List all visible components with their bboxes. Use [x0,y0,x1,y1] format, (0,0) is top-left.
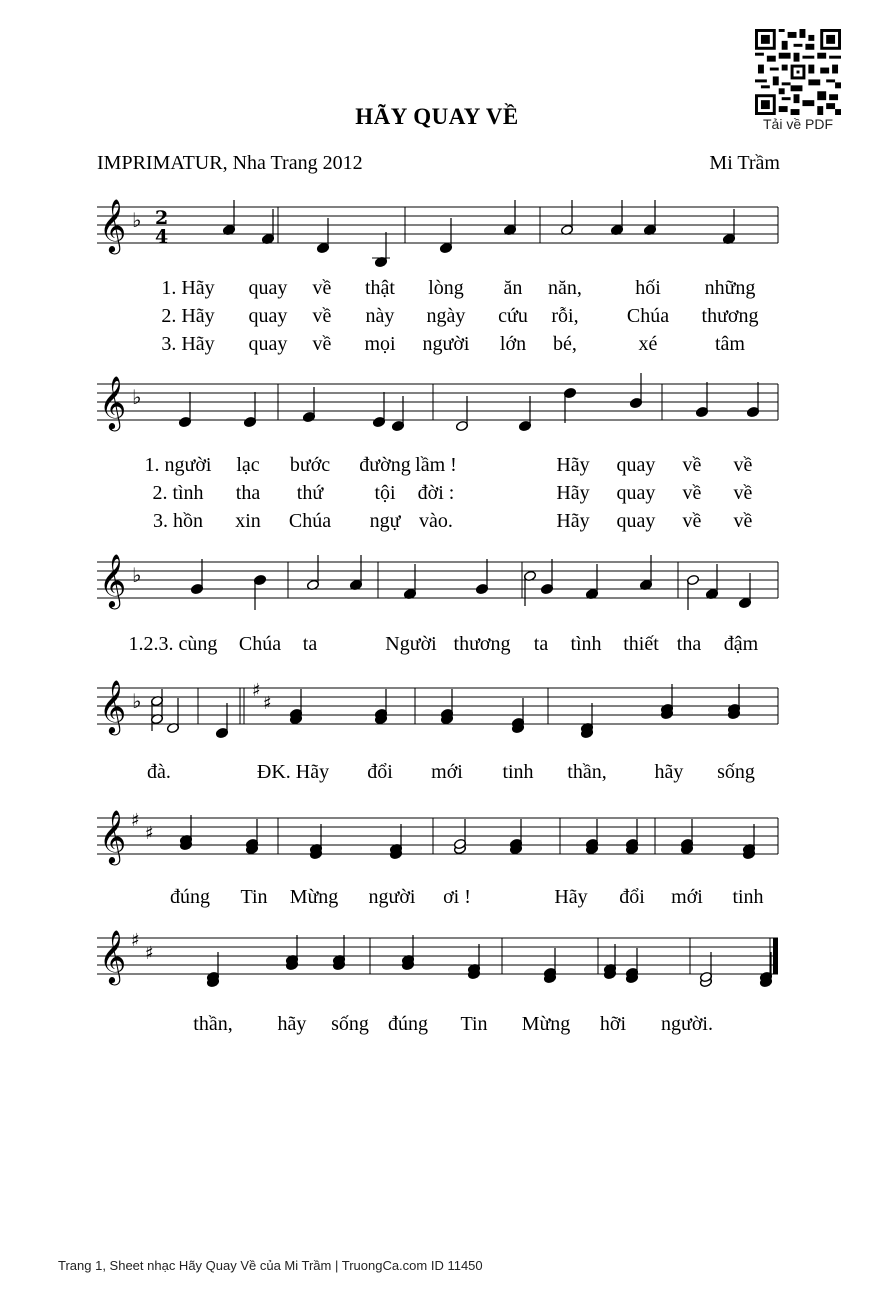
lyric-syllable: Mừng [289,886,339,908]
lyric-syllable: đổi [367,761,393,783]
sharp-sign-icon: ♯ [145,823,154,844]
lyric-syllable: thứ [296,482,324,504]
lyric-syllable: về [733,482,753,504]
lyric-syllable: tình [570,633,602,655]
lyric-syllable: về [682,510,702,532]
lyric-syllable: những [704,277,756,299]
lyric-syllable: về [682,482,702,504]
lyric-line [0,482,874,508]
lyric-syllable: hãy [654,761,684,783]
svg-text:♯: ♯ [263,693,272,714]
lyric-syllable: tha [235,482,261,504]
time-signature-top: 2 [155,207,169,229]
lyric-syllable: thần, [193,1013,233,1035]
lyric-syllable: mới [671,886,703,908]
lyric-syllable: về [682,454,702,476]
lyric-syllable: Hãy [554,886,588,908]
lyric-syllable: hỡi [599,1013,627,1035]
time-signature-bottom: 4 [155,226,169,248]
lyric-syllable: đà. [147,761,171,783]
treble-clef-icon: 𝄞 [99,679,127,733]
lyric-syllable: sống [331,1013,369,1035]
lyric-syllable: quay [248,333,288,355]
lyric-syllable: thật [365,277,395,299]
lyric-syllable: Hãy [556,510,590,532]
lyric-syllable: về [312,277,332,299]
lyric-syllable: tâm [715,333,745,355]
flat-sign-icon: ♭ [132,385,142,409]
lyric-syllable: 3. hồn [153,510,203,532]
lyric-syllable: quay [616,482,656,504]
lyric-line [0,277,874,303]
lyric-syllable: ơi ! [443,886,471,908]
treble-clef-icon: 𝄞 [99,929,127,983]
lyric-syllable: đời : [417,482,455,504]
lyric-syllable: quay [616,454,656,476]
lyric-syllable: tha [676,633,702,655]
lyric-syllable: Chúa [288,510,332,532]
sharp-sign-icon: ♯ [131,810,140,831]
lyric-syllable: lầm ! [415,454,457,476]
lyric-syllable: về [312,305,332,327]
lyric-syllable: 2. Hãy [161,305,215,327]
lyric-syllable: người [368,886,416,908]
lyric-line [0,305,874,331]
lyric-syllable: Tin [460,1013,488,1035]
treble-clef-icon: 𝄞 [99,809,127,863]
lyric-syllable: về [733,510,753,532]
lyric-syllable: mọi [364,333,396,355]
lyric-syllable: về [312,333,332,355]
staff-system [0,354,874,454]
qr-code-icon [755,28,841,116]
staff-system [0,177,874,277]
lyric-syllable: rỗi, [551,305,579,327]
lyric-syllable: ăn [503,277,523,299]
lyric-syllable: người. [661,1013,713,1035]
lyric-line [0,1013,874,1039]
lyric-syllable: thương [701,305,759,327]
lyric-syllable: về [733,454,753,476]
lyric-syllable: quay [248,277,288,299]
lyric-syllable: đường [359,454,411,476]
lyric-syllable: tinh [502,761,534,783]
lyric-syllable: quay [248,305,288,327]
staff-system [0,658,874,758]
lyric-syllable: ta [533,633,549,655]
lyric-syllable: tội [374,482,396,504]
lyric-syllable: ngày [426,305,466,327]
lyric-syllable: xé [638,333,658,355]
lyric-syllable: thương [453,633,511,655]
lyric-syllable: đậm [723,633,759,655]
lyric-syllable: hãy [277,1013,307,1035]
treble-clef-icon: 𝄞 [99,553,127,607]
lyric-syllable: Người [385,633,437,655]
lyric-syllable: 1.2.3. cùng [128,633,218,655]
composer-name: Mi Trầm [709,152,780,174]
lyric-syllable: 1. Hãy [161,277,215,299]
qr-code[interactable] [755,28,841,116]
lyric-syllable: 1. người [144,454,212,476]
song-title: HÃY QUAY VỀ [355,104,519,129]
lyric-syllable: hối [635,277,661,299]
sharp-sign-icon: ♯ [131,930,140,951]
lyric-syllable: đúng [170,886,210,908]
lyric-syllable: vào. [419,510,453,532]
lyric-syllable: này [365,305,395,327]
lyric-syllable: 2. tình [152,482,204,504]
lyric-line [0,761,874,787]
treble-clef-icon: 𝄞 [99,198,127,252]
staff-system [0,532,874,632]
lyric-syllable: thần, [567,761,607,783]
staff-system [0,788,874,888]
lyric-syllable: tinh [732,886,764,908]
lyric-syllable: Hãy [556,454,590,476]
lyric-syllable: Chúa [238,633,282,655]
lyric-syllable: lạc [236,454,260,476]
lyric-line [0,633,874,659]
lyric-syllable: xin [235,510,261,532]
lyric-syllable: Tin [240,886,268,908]
svg-text:♯: ♯ [252,680,261,701]
lyric-syllable: người [422,333,470,355]
lyric-syllable: cứu [498,305,528,327]
flat-sign-icon: ♭ [132,208,142,232]
lyric-syllable: thiết [623,633,659,655]
lyric-syllable: ĐK. Hãy [256,761,330,783]
lyric-syllable: năn, [548,277,582,299]
treble-clef-icon: 𝄞 [99,375,127,429]
lyric-syllable: ta [302,633,318,655]
lyric-syllable: ngự [369,510,401,532]
sharp-sign-icon: ♯ [145,943,154,964]
staff-system [0,908,874,1008]
page-footer: Trang 1, Sheet nhạc Hãy Quay Về của Mi Trầm | TruongCa.com ID 11450 [58,1258,483,1273]
lyric-syllable: 3. Hãy [161,333,215,355]
lyric-line [0,454,874,480]
lyric-syllable: Chúa [626,305,670,327]
lyric-syllable: mới [431,761,463,783]
lyric-syllable: lớn [499,333,527,355]
flat-sign-icon: ♭ [132,689,142,713]
flat-sign-icon: ♭ [132,563,142,587]
lyric-syllable: lòng [428,277,464,299]
imprimatur-text: IMPRIMATUR, Nha Trang 2012 [97,152,363,174]
lyric-syllable: bước [289,454,331,476]
lyric-syllable: đúng [388,1013,428,1035]
lyric-syllable: Mừng [521,1013,571,1035]
lyric-syllable: bé, [553,333,577,355]
download-pdf-link[interactable]: Tải về PDF [762,116,833,132]
lyric-syllable: đổi [619,886,645,908]
lyric-syllable: sống [717,761,755,783]
lyric-syllable: Hãy [556,482,590,504]
lyric-syllable: quay [616,510,656,532]
